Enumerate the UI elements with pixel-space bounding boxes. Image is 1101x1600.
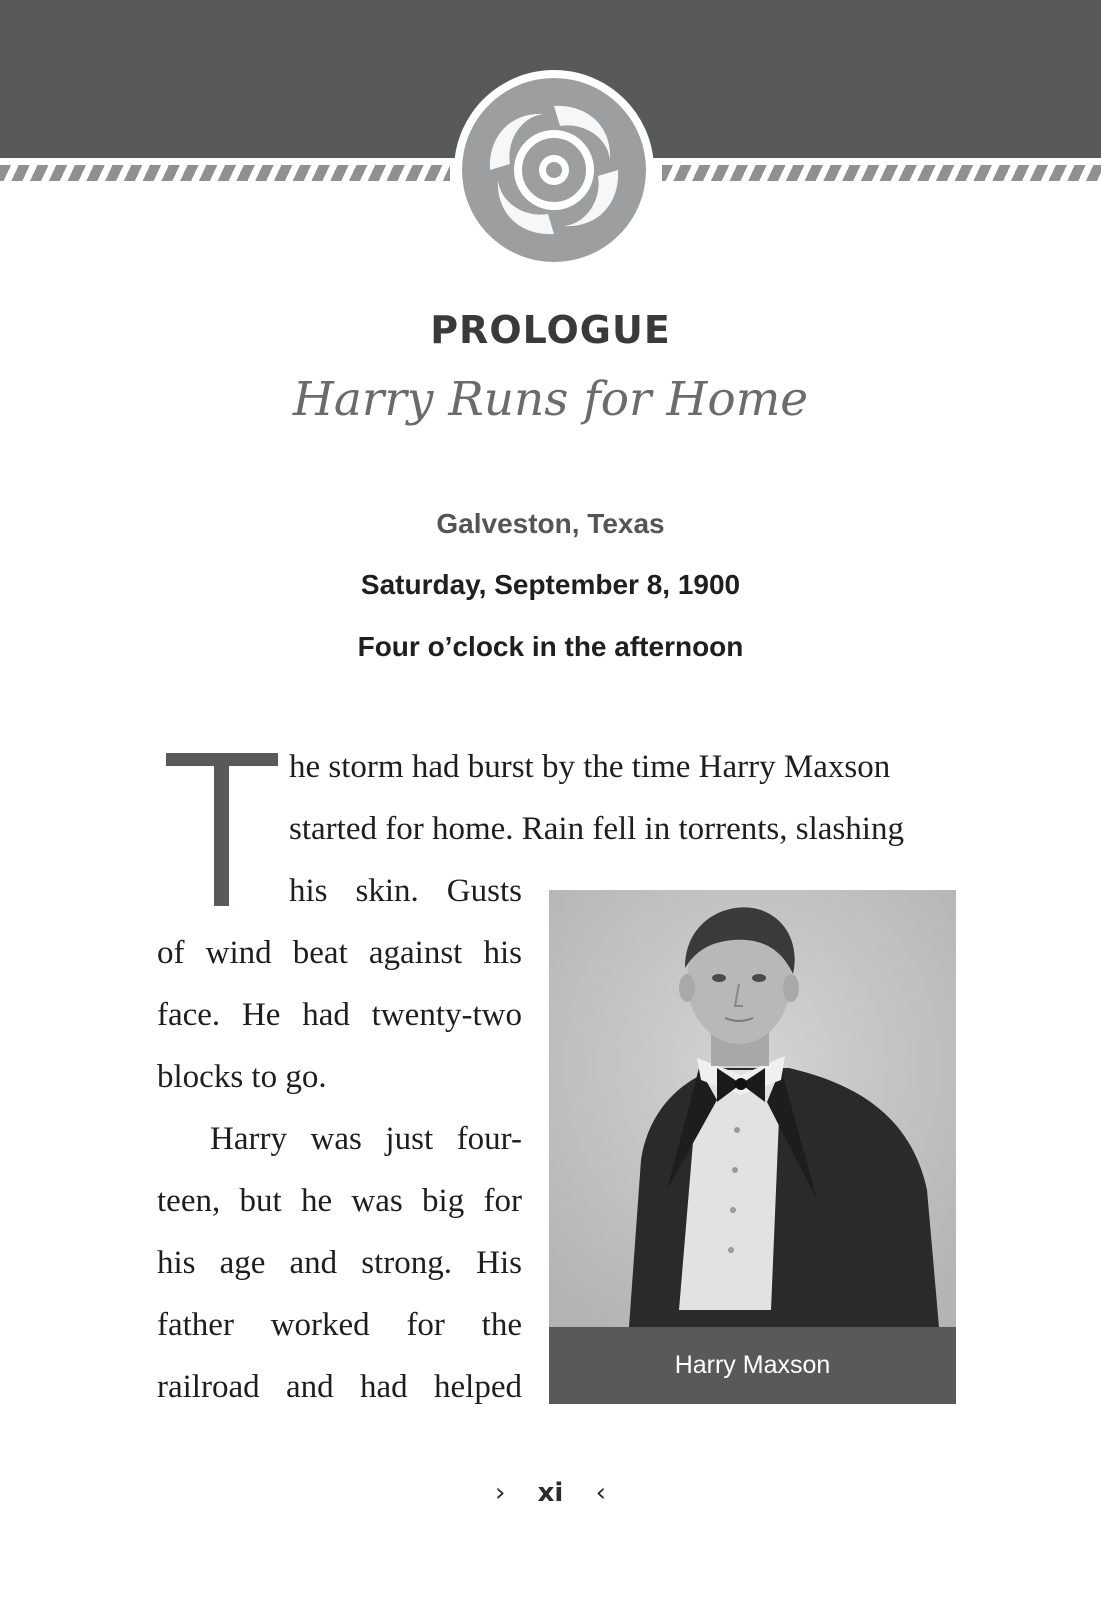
body-line: he storm had burst by the time Harry Maxson xyxy=(289,749,891,785)
chapter-label: PROLOGUE xyxy=(430,308,671,352)
header-stripe-right xyxy=(662,165,1101,181)
body-line: blocks to go. xyxy=(157,1059,327,1095)
body-line: started for home. Rain fell in torrents, slashing xyxy=(289,811,904,847)
body-line: his age and strong. His xyxy=(157,1245,522,1281)
body-line: of wind beat against his xyxy=(157,935,522,971)
page-footer xyxy=(0,1478,1101,1508)
body-line: teen, but he was big for xyxy=(157,1183,522,1219)
portrait-illustration xyxy=(549,890,956,1327)
body-line: father worked for the xyxy=(157,1307,522,1343)
chapter-time: Four o’clock in the afternoon xyxy=(357,631,744,662)
chevron-left-icon: ‹ xyxy=(595,1478,607,1508)
chapter-location: Galveston, Texas xyxy=(436,508,665,539)
chevron-right-icon: › xyxy=(494,1478,506,1508)
chapter-date: Saturday, September 8, 1900 xyxy=(360,569,741,600)
chapter-title: Harry Runs for Home xyxy=(292,372,809,427)
drop-cap-letter xyxy=(166,753,278,906)
portrait-photo xyxy=(549,890,956,1327)
page-number: xi xyxy=(537,1478,564,1508)
photo-caption: Harry Maxson xyxy=(549,1327,956,1404)
body-line: railroad and had helped xyxy=(157,1369,522,1405)
header-stripe-left xyxy=(0,165,450,181)
hurricane-emblem-icon xyxy=(452,68,656,272)
body-line: Harry was just four- xyxy=(210,1121,522,1157)
body-line: his skin. Gusts xyxy=(289,873,522,909)
body-line: face. He had twenty-two xyxy=(157,997,522,1033)
